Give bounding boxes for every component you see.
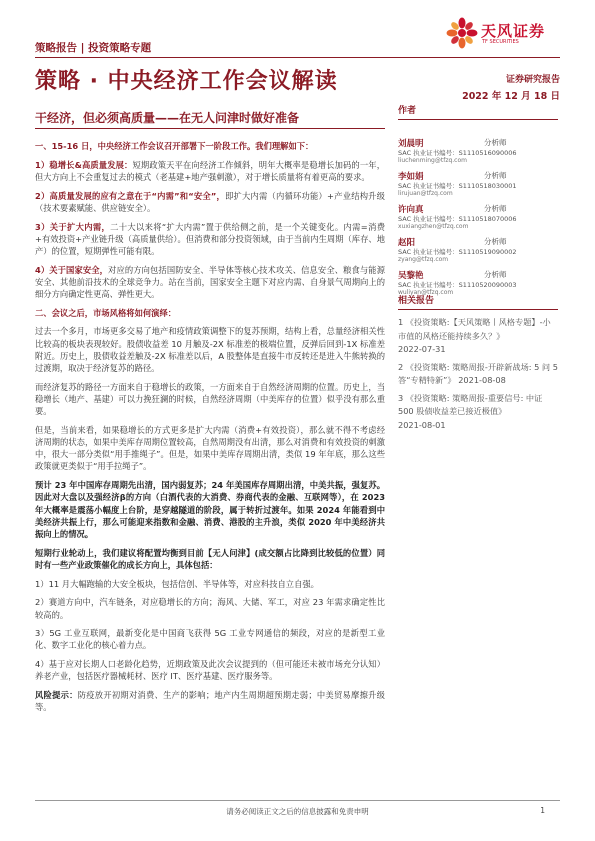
point-2-head: 2）高质量发展的应有之意在于“内需”和“安全”，	[35, 190, 226, 201]
list-item-4: 4）基于应对长期人口老龄化趋势，近期政策及此次会议提到的（但可能还未被市场充分认知）养老产业，包括医疗器械耗材、医疗 IT、医疗基建、医疗服务等。	[35, 659, 385, 682]
list-item-3: 3）5G 工业互联网，最新变化是中国商飞获得 5G 工业专网通信的频段，对应的是新型工业化、数字工业化的核心着力点。	[35, 628, 385, 651]
author-sac: SAC 执业证书编号：S1110520090003	[398, 281, 517, 289]
related-report-date: 2021-08-01	[398, 419, 446, 430]
footer-divider	[35, 800, 560, 801]
related-report-title[interactable]: 2 《投资策略: 策略周报-开辟新战场: 5 问 5 答“专精特新”》	[398, 361, 558, 385]
report-category: 证券研究报告	[505, 75, 560, 85]
author-sac: SAC 执业证书编号：S1110519090002	[398, 248, 517, 256]
related-report-date: 2022-07-31	[398, 344, 446, 354]
report-type-line: 策略报告 | 投资策略专题	[35, 42, 152, 54]
list-item-2: 2）赛道方向中，汽车链条，对应稳增长的方向；海风、大储、军工，对应 23 年需求确定性比较高的。	[35, 597, 385, 620]
author-sac: SAC 执业证书编号：S1110518070006	[398, 215, 517, 223]
tf-securities-logo	[445, 16, 565, 52]
paragraph-recovery-path: 而经济复苏的路径一方面来自于稳增长的政策，一方面来自于自然经济周期的位置。历史上，当稳增长（地产、基建）可以力挽狂澜的时候，自然经济周期（中美库存的位置）似乎没有那么重要。	[35, 381, 385, 417]
report-date: 2022 年 12 月 18 日	[462, 91, 560, 102]
main-body	[35, 140, 385, 720]
logo-flower-icon	[445, 16, 479, 50]
author-email: zyang@tfzq.com	[398, 256, 449, 263]
report-title: 策略 · 中央经济工作会议解读	[35, 69, 338, 94]
author-name: 李如娟	[398, 172, 424, 182]
author-email: liuchenming@tfzq.com	[398, 157, 467, 164]
risk-text: 防疫放开初期对消费、生产的影响；地产内生周期超预期走弱；中美贸易摩擦升级等。	[35, 690, 385, 713]
authors-heading: 作者	[398, 106, 417, 116]
related-report-date: 2021-08-08	[458, 375, 506, 385]
page-number: 1	[540, 806, 545, 815]
related-heading: 相关报告	[398, 296, 435, 306]
logo-subtitle: TF SECURITIES	[482, 39, 519, 45]
related-report-link[interactable]	[398, 361, 558, 388]
point-3-text: 二十大以来将“扩大内需”置于供给侧之前，是一个关键变化。内需=消费+有效投资+产业链升级（高质量供给）。但消费和部分投资领域，由于当前内生周期（库存、地产）的位置，短期弹性可能有限。	[35, 221, 385, 256]
author-name: 赵阳	[398, 238, 416, 248]
paragraph-rotation: 短期行业轮动上，我们建议将配置均衡到目前【无人问津】(成交额占比降到比较低的位置）同时有一些产业政策催化的成长方向上，具体包括：	[35, 547, 385, 570]
point-4-head: 4）关于国家安全，	[35, 264, 109, 275]
risk-warning	[35, 689, 385, 713]
related-list	[398, 316, 558, 432]
related-report-title[interactable]: 1 《投资策略:【天风策略丨风格专题】-小市值的风格还能持续多久？》	[398, 317, 551, 341]
section-heading-1: 一、15-16 日，中央经济工作会议召开部署下一阶段工作。我们理解如下：	[35, 141, 314, 151]
paragraph-market: 过去一个多月，市场更多交易了地产和疫情政策调整下的复苏预期，结构上看，总量经济相关性比较高的板块表现较好。股债收益差 10 月触及-2X 标准差的极端位置，反弹后回到-1X 标准差附近。历史上，股债收益差触及-2X 标准差以后，A 股整体是直接牛市反转还是进入牛熊转换的过渡期，取决于经济复苏的路径。	[35, 326, 385, 374]
point-1-text: 短期政策天平在向经济工作倾斜，明年大概率是稳增长加码的一年，但大方向上不会重复过去的模式（老基建+地产强刺激），对于增长质量将有着更高的要求。	[35, 159, 385, 182]
author-email: xuxiangzhen@tfzq.com	[398, 223, 469, 230]
point-1	[35, 159, 385, 183]
paragraph-domestic-demand: 但是，当前来看，如果稳增长的方式更多是扩大内需（消费+有效投资），那么就不得不考虑经济周期的状态，如果中美库存周期位置较高，自然周期没有出清，那么对消费和有效投资的刺激中，很大一部分类似“用手推绳子”。但是，如果中美库存周期出清，类似 19 年年底，那么这些政策就更类似于“用手拉绳子”。	[35, 424, 385, 472]
related-reports-panel	[398, 293, 558, 436]
author-name: 刘晨明	[398, 139, 424, 149]
list-item-1: 1）11 月大幅跑输的大安全板块，包括信创、半导体等，对应科技自立自强。	[35, 578, 319, 589]
footer-disclaimer: 请务必阅读正文之后的信息披露和免责申明	[226, 807, 369, 816]
risk-head: 风险提示：	[35, 690, 78, 701]
header-divider	[35, 57, 560, 58]
related-report-title[interactable]: 3 《投资策略: 策略周报-重要信号: 中证 500 股债收益差已接近极值》	[398, 392, 543, 416]
point-3	[35, 221, 385, 258]
author-sac: SAC 执业证书编号：S1110516090006	[398, 149, 517, 157]
section-heading-2: 二、会议之后，市场风格将如何演绎：	[35, 307, 177, 318]
authors-panel	[398, 103, 558, 295]
point-3-head: 3）关于扩大内需，	[35, 221, 111, 232]
author-name: 吴黎艳	[398, 271, 424, 281]
author-email: wuliyan@tfzq.com	[398, 289, 454, 296]
author-email: lirujuan@tfzq.com	[398, 190, 453, 197]
author-role: 分析师	[484, 171, 507, 180]
related-report-link[interactable]	[398, 316, 558, 357]
author-entry	[398, 250, 558, 296]
logo-name: 天风证券	[481, 22, 546, 40]
author-role: 分析师	[484, 270, 507, 279]
related-divider	[398, 309, 558, 310]
point-2-text: 即扩大内需（内循环功能）+产业结构升级（技术要素赋能、供应链安全）。	[35, 190, 385, 213]
point-4-text: 对应的方向包括国防安全、半导体等核心技术攻关、信息安全、粮食与能源安全、其他前沿技术的全球竞争力。站在当前，国家安全主题下对应内需、自身景气周期向上的细分方向确定性更高、弹性更大。	[35, 264, 385, 300]
point-2	[35, 190, 385, 214]
author-name: 许向真	[398, 205, 424, 215]
author-role: 分析师	[484, 138, 507, 147]
author-sac: SAC 执业证书编号：S1110518030001	[398, 182, 517, 190]
paragraph-forecast: 预计 23 年中国库存周期先出清，国内弱复苏；24 年美国库存周期出清，中美共振，强复苏。因此对大盘以及强经济β的方向（白酒代表的大消费、券商代表的金融、互联网等），在 2023 年大概率是震荡小幅度上台阶，是穿越隧道的阶段，属于转折过渡年。如果 2024 年能看到中美经济共振上行，那么可能迎来指数和金融、消费、港股的主升浪，类似 2020 年中美经济共振向上的情况。	[35, 480, 385, 539]
point-1-head: 1）稳增长&高质量发展：	[35, 159, 133, 170]
author-role: 分析师	[484, 204, 507, 213]
related-report-link[interactable]	[398, 392, 558, 433]
author-role: 分析师	[484, 237, 507, 246]
point-4	[35, 264, 385, 301]
title-divider	[35, 128, 385, 129]
report-subtitle: 干经济，但必须高质量——在无人问津时做好准备	[35, 111, 300, 125]
